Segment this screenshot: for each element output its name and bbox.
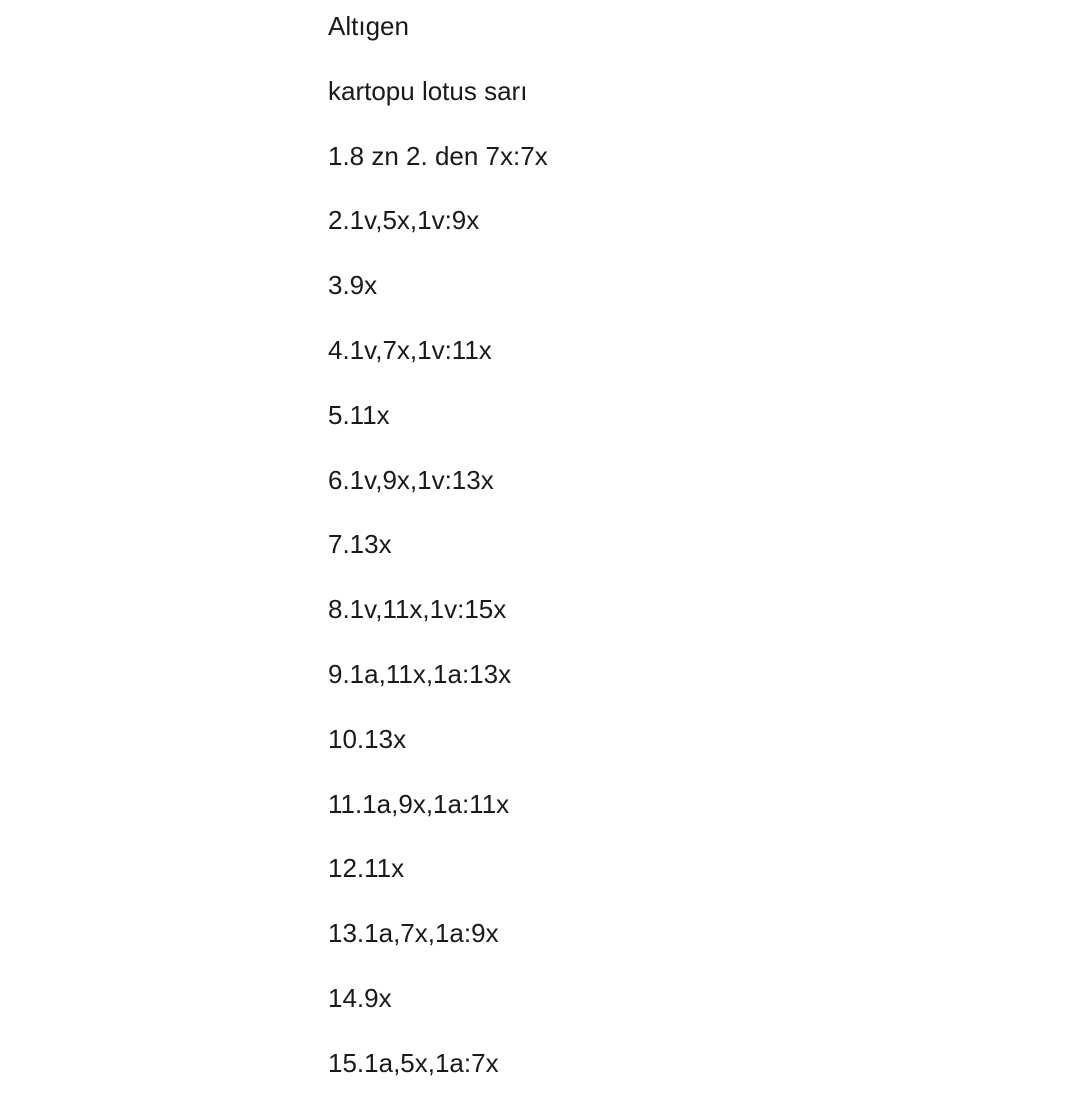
- pattern-row-13: 13.1a,7x,1a:9x: [328, 918, 499, 949]
- pattern-row-15: 15.1a,5x,1a:7x: [328, 1047, 499, 1078]
- pattern-row-2: 2.1v,5x,1v:9x: [328, 205, 480, 236]
- pattern-row-4: 4.1v,7x,1v:11x: [328, 334, 492, 365]
- pattern-row-9: 9.1a,11x,1a:13x: [328, 658, 512, 689]
- pattern-note: [328, 6, 1028, 1108]
- pattern-row-3: 3.9x: [328, 270, 378, 301]
- note-subtitle: kartopu lotus sarı: [328, 75, 528, 106]
- pattern-row-11: 11.1a,9x,1a:11x: [328, 788, 510, 819]
- pattern-row-14: 14.9x: [328, 982, 392, 1013]
- pattern-row-6: 6.1v,9x,1v:13x: [328, 464, 494, 495]
- pattern-row-1: 1.8 zn 2. den 7x:7x: [328, 140, 548, 171]
- note-title: Altıgen: [328, 11, 409, 41]
- pattern-row-8: 8.1v,11x,1v:15x: [328, 594, 507, 625]
- pattern-row-10: 10.13x: [328, 723, 407, 754]
- pattern-row-7: 7.13x: [328, 529, 392, 560]
- pattern-row-5: 5.11x: [328, 399, 390, 430]
- pattern-row-12: 12.11x: [328, 853, 405, 884]
